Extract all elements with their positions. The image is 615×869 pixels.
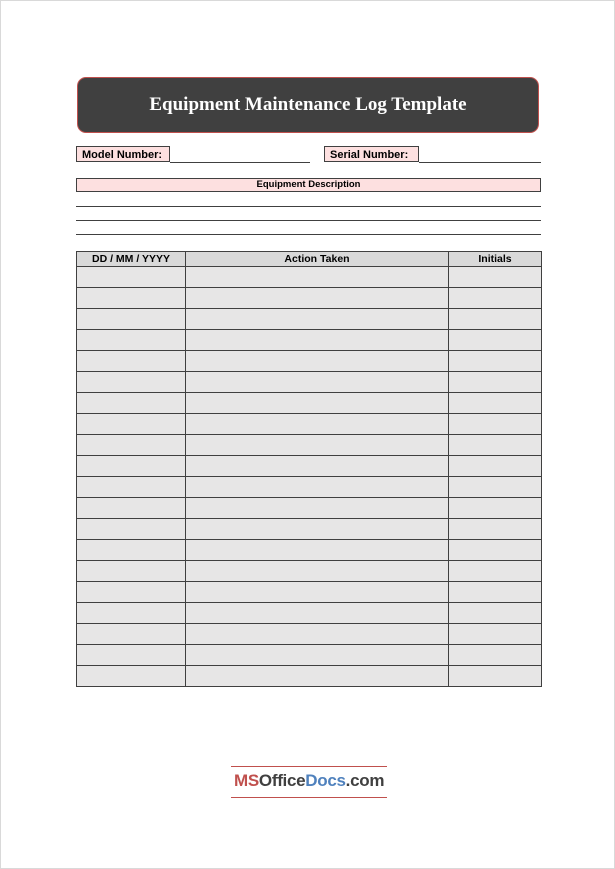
title-banner: [77, 77, 539, 133]
table-row: [77, 309, 542, 330]
equipment-description-header: Equipment Description: [76, 178, 541, 192]
table-row: [77, 603, 542, 624]
initials-cell[interactable]: [449, 624, 542, 645]
date-cell[interactable]: [77, 456, 186, 477]
action-cell[interactable]: [186, 288, 449, 309]
action-cell[interactable]: [186, 498, 449, 519]
action-cell[interactable]: [186, 603, 449, 624]
table-row: [77, 267, 542, 288]
model-number-label: Model Number:: [76, 146, 170, 162]
table-row: [77, 561, 542, 582]
initials-cell[interactable]: [449, 582, 542, 603]
initials-cell[interactable]: [449, 477, 542, 498]
date-cell[interactable]: [77, 288, 186, 309]
date-cell[interactable]: [77, 603, 186, 624]
serial-number-field[interactable]: [419, 162, 541, 163]
table-row: [77, 288, 542, 309]
action-cell[interactable]: [186, 540, 449, 561]
log-table-body: [77, 267, 542, 687]
date-cell[interactable]: [77, 372, 186, 393]
action-cell[interactable]: [186, 351, 449, 372]
action-cell[interactable]: [186, 372, 449, 393]
column-header-initials: Initials: [449, 252, 542, 267]
table-row: [77, 435, 542, 456]
table-row: [77, 540, 542, 561]
table-row: [77, 393, 542, 414]
initials-cell[interactable]: [449, 393, 542, 414]
action-cell[interactable]: [186, 561, 449, 582]
description-line[interactable]: [76, 234, 541, 235]
date-cell[interactable]: [77, 561, 186, 582]
action-cell[interactable]: [186, 267, 449, 288]
description-line[interactable]: [76, 206, 541, 207]
maintenance-log-table: [76, 251, 542, 687]
action-cell[interactable]: [186, 582, 449, 603]
table-row: [77, 351, 542, 372]
table-row: [77, 519, 542, 540]
action-cell[interactable]: [186, 309, 449, 330]
column-header-action: Action Taken: [186, 252, 449, 267]
table-row: [77, 582, 542, 603]
date-cell[interactable]: [77, 477, 186, 498]
action-cell[interactable]: [186, 666, 449, 687]
action-cell[interactable]: [186, 477, 449, 498]
table-row: [77, 624, 542, 645]
column-header-date: DD / MM / YYYY: [77, 252, 186, 267]
initials-cell[interactable]: [449, 435, 542, 456]
initials-cell[interactable]: [449, 288, 542, 309]
logo-text: [234, 771, 384, 791]
initials-cell[interactable]: [449, 666, 542, 687]
serial-number-label: Serial Number:: [324, 146, 419, 162]
date-cell[interactable]: [77, 393, 186, 414]
description-line[interactable]: [76, 220, 541, 221]
table-row: [77, 456, 542, 477]
initials-cell[interactable]: [449, 414, 542, 435]
initials-cell[interactable]: [449, 645, 542, 666]
initials-cell[interactable]: [449, 456, 542, 477]
table-row: [77, 498, 542, 519]
date-cell[interactable]: [77, 519, 186, 540]
initials-cell[interactable]: [449, 603, 542, 624]
date-cell[interactable]: [77, 624, 186, 645]
date-cell[interactable]: [77, 540, 186, 561]
date-cell[interactable]: [77, 435, 186, 456]
action-cell[interactable]: [186, 435, 449, 456]
action-cell[interactable]: [186, 624, 449, 645]
initials-cell[interactable]: [449, 519, 542, 540]
document-title: Equipment Maintenance Log Template: [149, 94, 467, 115]
initials-cell[interactable]: [449, 498, 542, 519]
action-cell[interactable]: [186, 519, 449, 540]
date-cell[interactable]: [77, 666, 186, 687]
date-cell[interactable]: [77, 351, 186, 372]
date-cell[interactable]: [77, 645, 186, 666]
logo-ms: MS: [234, 771, 259, 790]
table-row: [77, 645, 542, 666]
initials-cell[interactable]: [449, 540, 542, 561]
logo-office: Office: [258, 771, 306, 790]
date-cell[interactable]: [77, 498, 186, 519]
logo-docs: Docs: [305, 771, 346, 790]
action-cell[interactable]: [186, 414, 449, 435]
table-row: [77, 414, 542, 435]
table-row: [77, 477, 542, 498]
model-number-field[interactable]: [170, 162, 310, 163]
action-cell[interactable]: [186, 456, 449, 477]
date-cell[interactable]: [77, 414, 186, 435]
initials-cell[interactable]: [449, 372, 542, 393]
action-cell[interactable]: [186, 393, 449, 414]
action-cell[interactable]: [186, 330, 449, 351]
table-row: [77, 666, 542, 687]
action-cell[interactable]: [186, 645, 449, 666]
initials-cell[interactable]: [449, 561, 542, 582]
date-cell[interactable]: [77, 267, 186, 288]
date-cell[interactable]: [77, 330, 186, 351]
table-row: [77, 372, 542, 393]
initials-cell[interactable]: [449, 351, 542, 372]
table-row: [77, 330, 542, 351]
initials-cell[interactable]: [449, 309, 542, 330]
initials-cell[interactable]: [449, 267, 542, 288]
date-cell[interactable]: [77, 309, 186, 330]
date-cell[interactable]: [77, 582, 186, 603]
table-header-row: [77, 252, 542, 267]
initials-cell[interactable]: [449, 330, 542, 351]
logo-com: .com: [345, 771, 385, 790]
